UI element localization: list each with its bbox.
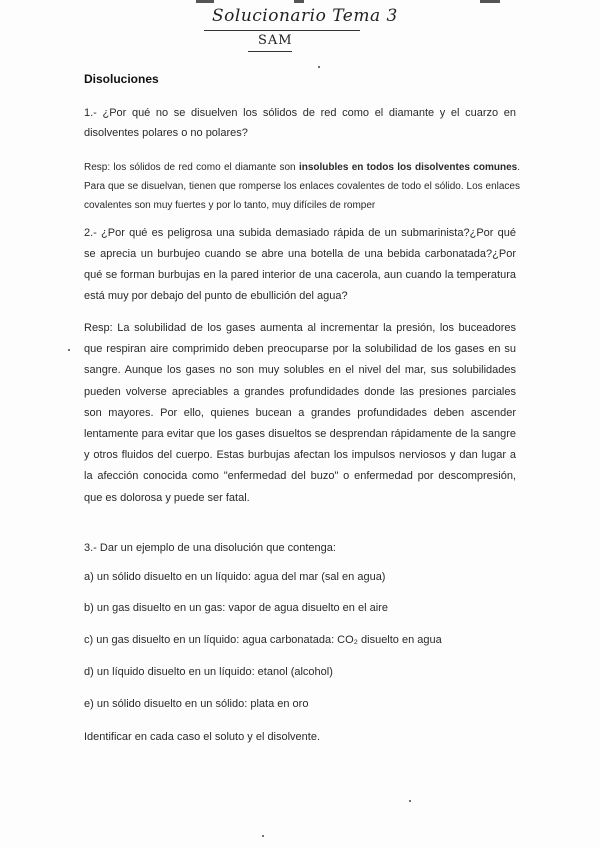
list-item: c) un gas disuelto en un líquido: agua carbonatada: CO₂ disuelto en agua xyxy=(84,634,442,646)
answer-2: Resp: La solubilidad de los gases aumenta al incrementar la presión, los buceadores que respiran aire comprimido deben preocuparse por la solubilidad de los gases en su sangre. Aunque los gases no son muy solubles en el nivel del mar, sus solubilidades pueden volverse apreciables a grandes profundidades donde las presiones parciales son mayores. Por ello, quienes bucean a grandes profundidades deben ascender lentamente para evitar que los gases disueltos se desprendan rápidamente de la sangre y otros fluidos del cuerpo. Estas burbujas afectan los impulsos nerviosos y dan lugar a la afección conocida como "enfermedad del buzo" o enfermedad por descompresión, que es dolorosa y puede ser fatal. xyxy=(84,322,516,504)
scan-speck xyxy=(318,66,320,68)
list-item: a) un sólido disuelto en un líquido: agua del mar (sal en agua) xyxy=(84,571,386,583)
closing-instruction: Identificar en cada caso el soluto y el disolvente. xyxy=(84,731,321,743)
author-underline xyxy=(248,51,292,52)
scan-artifact xyxy=(294,0,304,3)
title-underline xyxy=(204,30,360,31)
answer-1-bold: insolubles en todos los disolventes comunes xyxy=(298,162,518,173)
scan-artifact xyxy=(196,0,214,3)
question-1: 1.- ¿Por qué no se disuelven los sólidos de red como el diamante y el cuarzo en disolventes polares o no polares? xyxy=(84,107,516,139)
scan-speck xyxy=(262,835,264,837)
section-heading: Disoluciones xyxy=(84,72,159,86)
list-item: d) un líquido disuelto en un líquido: etanol (alcohol) xyxy=(84,666,333,678)
handwritten-title: Solucionario Tema 3 xyxy=(212,6,398,26)
scan-artifact xyxy=(480,0,500,3)
list-item: b) un gas disuelto en un gas: vapor de agua disuelto en el aire xyxy=(84,602,388,614)
answer-1-suffix: . Para que se disuelvan, tienen que romperse los enlaces covalentes de todo el sólido. Los enlaces covalentes son muy fuertes y por lo tanto, muy difíciles de romper xyxy=(84,162,520,211)
answer-1 xyxy=(84,158,520,215)
question-2: 2.- ¿Por qué es peligrosa una subida demasiado rápida de un submarinista?¿Por qué se aprecia un burbujeo cuando se abre una botella de una bebida carbonatada?¿Por qué se forman burbujas en la pared interior de una cacerola, aun cuando la temperatura está muy por debajo del punto de ebullición del agua? xyxy=(84,227,516,302)
answer-1-prefix: Resp: los sólidos de red como el diamante son xyxy=(84,162,299,173)
scan-speck xyxy=(68,349,70,351)
question-3: 3.- Dar un ejemplo de una disolución que contenga: xyxy=(84,542,336,554)
scan-speck xyxy=(409,800,411,802)
list-item: e) un sólido disuelto en un sólido: plata en oro xyxy=(84,698,309,710)
handwritten-author: SAM xyxy=(258,33,293,48)
